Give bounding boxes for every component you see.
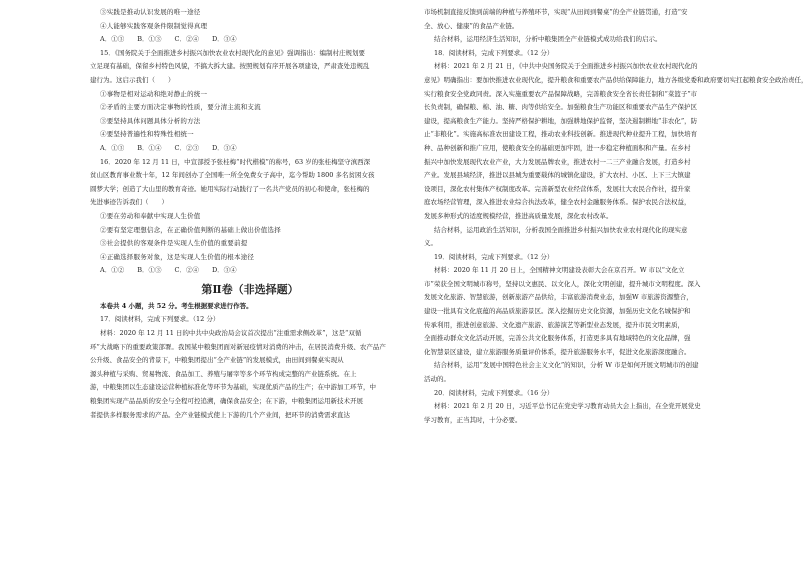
question-16-text: 16．2020 年 12 月 11 日，中宣部授予张桂梅“时代楷模”的称号，63 岁的张桂梅坚守滇西深 bbox=[100, 157, 371, 166]
question-20-head: 20．阅读材料，完成下列要求。（16 分） bbox=[434, 388, 554, 397]
option-line: ①要在劳动和奉献中实现人生价值 bbox=[100, 211, 201, 220]
question-18-material: 庭农场经营管理，深入推进农业综合执法改革，健全农村金融服务体系。保护农民合法权益， bbox=[424, 198, 691, 207]
question-17-material: 游，中粮集团以生态建设运营种植标准化等环节为基础，实现优质产品的生产；在中游加工环节，中 bbox=[90, 383, 376, 392]
question-18-task: 结合材料，运用政治生活知识，分析我国全面推进乡村振兴加快农业农村现代化的现实意 bbox=[434, 225, 688, 234]
question-17-material: 者提供多样服务需求的产品。全产业链模式使上下游的几个产业间，把环节的消费需求直达 bbox=[90, 410, 350, 419]
question-17-material: 环”大战略下的重要政策部署。我国某中粮集团面对新冠疫情对消费的冲击，在居民消费升级、农产品产 bbox=[90, 342, 386, 351]
question-19-material: 全面推动群众文化活动开展，完善公共文化服务体系，打造更多具有地域特色的文化品牌，强 bbox=[424, 334, 691, 343]
question-17-material-cont: 市场机制直接反馈到前端的种植与养殖环节，实现“从田间到餐桌”的全产业链贯通，打造“安 bbox=[424, 8, 688, 16]
section-title: 第Ⅱ卷（非选择题） bbox=[201, 282, 299, 296]
question-17-material: 粮集团实现产品品质的安全与全程可控追溯，确保食品安全；在下游，中粮集团运用新技术开展 bbox=[90, 397, 363, 406]
question-18-material: 发展多种形式的适度规模经营，推进高质量发展，深化农村改革。 bbox=[424, 211, 613, 220]
question-18-task: 义。 bbox=[424, 239, 437, 248]
question-18-material: 止“非粮化”。实施高标准农田建设工程，推动农业科技创新。推进现代种业提升工程，加快培育 bbox=[424, 130, 698, 139]
question-19-material: 传承利用，推进创意旅游、文化遗产旅游、旅游演艺等新型业态发展，提升市民文明素质， bbox=[424, 320, 684, 329]
option-line: ③要坚持具体问题具体分析的方法 bbox=[100, 116, 201, 125]
question-15-text: 建行为。这启示我们（ ） bbox=[90, 75, 175, 84]
question-17-head: 17．阅读材料，完成下列要求。（12 分） bbox=[100, 315, 220, 324]
question-16-text: 先进事迹告诉我们（ ） bbox=[90, 198, 168, 207]
option-line: ④人能够实践客观条件限制觉得真理 bbox=[100, 21, 208, 30]
question-18-material: 长负责制，确保粮、棉、油、糖、肉等供给安全。加强粮食生产功能区和重要农产品生产保护区 bbox=[424, 103, 697, 112]
question-19-material: 发展文化旅游、智慧旅游，创新旅游产品供给，丰富旅游消费业态，加强W 市旅游资源整合， bbox=[424, 293, 693, 302]
question-18-material: 实行粮食安全党政同责。深入实施重要农产品保障战略，完善粮食安全省长责任制和“菜篮子”市 bbox=[424, 89, 698, 98]
option-line: ①事物是相对运动和绝对静止的统一 bbox=[100, 89, 208, 98]
question-19-material: 化智慧景区建设，建立旅游服务质量评价体系，提升旅游服务水平，促进文化旅游深度融合。 bbox=[424, 347, 691, 356]
option-line: ②要有坚定理想信念，在正确价值判断的基础上做出价值选择 bbox=[100, 225, 281, 234]
question-17-material: 公升级、食品安全的背景下，中粮集团提出“全产业链”的发展模式，由田间到餐桌实现从 bbox=[90, 356, 344, 365]
question-16-text: 圆梦大学；创造了大山里的教育奇迹。她用实际行动践行了一名共产党员的初心和使命，张桂梅的 bbox=[90, 184, 370, 193]
question-19-task: 活动的。 bbox=[424, 375, 450, 384]
question-18-material: 设项目，深化农村集体产权制度改革。完善新型农业经营体系，发展壮大农民合作社，提升家 bbox=[424, 184, 691, 193]
question-17-task: 结合材料，运用经济生活知识，分析中粮集团全产业链模式成功给我们的启示。 bbox=[434, 35, 662, 44]
question-17-material: 材料：2020 年 12 月 11 日的中共中央政治局会议首次提出“注重需求侧改革”，这是“双循 bbox=[100, 329, 362, 338]
option-line: ③实践是推动认识发展的唯一途径 bbox=[100, 8, 201, 16]
question-15-text: 15．《国务院关于全面推进乡村振兴加快农业农村现代化的意见》强调指出：编制村庄规划要 bbox=[100, 48, 366, 57]
question-18-head: 18．阅读材料，完成下列要求。（12 分） bbox=[434, 48, 554, 57]
question-19-material: 建设一批具有文化底蕴的高品质旅游景区。深入挖掘历史文化资源，加强历史文化名城保护和 bbox=[424, 307, 691, 316]
question-19-head: 19．阅读材料，完成下列要求。（12 分） bbox=[434, 252, 554, 261]
question-17-material-cont: 全、放心、健康”的食品产业链。 bbox=[424, 21, 519, 30]
question-18-material: 意见》明确指出：要加快推进农业现代化，提升粮食和重要农产品供给保障能力，地方各级党委和政府要切实扛起粮食安全政治责任， bbox=[424, 75, 808, 84]
answer-choices: A．①③ B．①④ C．②③ D．③④ bbox=[100, 143, 237, 152]
option-line: ②矛盾的主要方面决定事物的性质，要分清主流和支流 bbox=[100, 103, 261, 112]
question-17-material: 源头种植与采购、贸易物流、食品加工、养殖与屠宰等多个环节构成完整的产业链系统。在上 bbox=[90, 369, 357, 378]
question-19-task: 结合材料，运用“发展中国特色社会主义文化”的知识，分析 W 市是如何开展文明城市的创建 bbox=[434, 361, 699, 370]
answer-choices: A．①② B．①③ C．②④ D．③④ bbox=[100, 266, 237, 275]
question-20-material: 材料：2021 年 2 月 20 日，习近平总书记在党史学习教育动员大会上指出，在全党开展党史 bbox=[434, 402, 701, 411]
question-19-material: 市”荣获全国文明城市称号，坚持以文惠民、以文化人，深化文明创建，提升城市文明程度。深入 bbox=[424, 279, 701, 288]
answer-choices: A．①③ B．①③ C．②④ D．③④ bbox=[100, 35, 237, 44]
right-column bbox=[424, 6, 808, 427]
option-line: ③社会提供的客观条件是实现人生价值的重要前提 bbox=[100, 239, 248, 248]
question-18-material: 产业。发展县域经济，推进以县城为重要载体的城镇化建设，扩大农村、小区、上下三大镇建 bbox=[424, 171, 691, 180]
question-16-text: 贫山区教育事业数十年，12 年间创办了全国唯一所全免费女子高中，迄今帮助 1800 多名贫困女孩 bbox=[90, 171, 375, 180]
question-18-material: 材料：2021 年 2 月 21 日，《中共中央国务院关于全面推进乡村振兴加快农业农村现代化的 bbox=[434, 62, 698, 71]
question-18-material: 种、品种创新和推广应用，使粮食安全的基础更加牢固，进一步稳定种植面积和产量。在乡村 bbox=[424, 143, 691, 152]
question-18-material: 振兴中加快发展现代农业产业，大力发展品牌农业，推进农村一二三产业融合发展，打造乡村 bbox=[424, 157, 691, 166]
left-column bbox=[90, 6, 410, 422]
option-line: ④正确选择服务对象，这是实现人生价值的根本途径 bbox=[100, 252, 255, 261]
section-note: 本卷共 4 小题，共 52 分。考生根据要求进行作答。 bbox=[100, 301, 253, 310]
question-18-material: 建设，提高粮食生产能力。坚持严格保护耕地，加强耕地保护监督，坚决遏制耕地“非农化”，防 bbox=[424, 116, 698, 125]
question-15-text: 立足现有基础，保留乡村特色风貌，不搞大拆大建。按照规划有序开展各项建设，严肃查处违规乱 bbox=[90, 62, 370, 71]
question-19-material: 材料：2020 年 11 月 20 日上，全国精神文明建设表彰大会在京召开。W 市以“文化立 bbox=[434, 266, 685, 275]
option-line: ④要坚持普遍性和特殊性相统一 bbox=[100, 130, 194, 139]
question-20-material: 学习教育，正当其时，十分必要。 bbox=[424, 415, 522, 424]
